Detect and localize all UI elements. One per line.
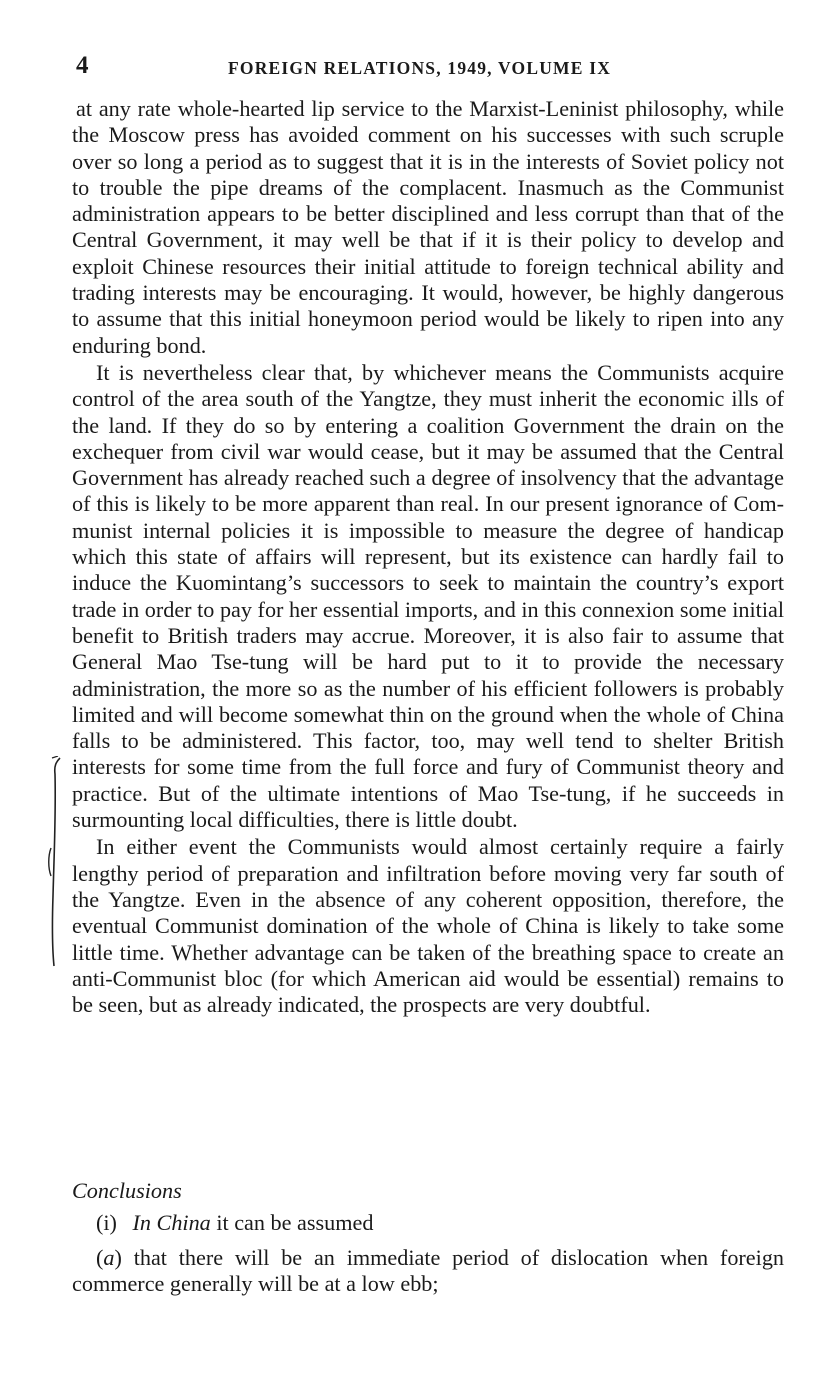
body-text: [72, 96, 784, 1018]
section-heading: Conclusions: [72, 1178, 182, 1203]
item-text: it can be assumed: [216, 1210, 374, 1236]
running-head: FOREIGN RELATIONS, 1949, VOLUME IX: [228, 58, 612, 78]
item-place: In China: [132, 1210, 211, 1236]
conclusion-item-i: [96, 1210, 784, 1236]
conclusions-section: [72, 1178, 784, 1297]
paragraph-2: It is nevertheless clear that, by whichever means the Communists acquire control of the area south of the Yangtze, they must inherit the economic ills of the land. If they do so by entering a coalition Government the drain on the exchequer from civil war would cease, but it may be assumed that the Central Government has already reached such a degree of insolvency that the advantage of this is likely to be more apparent than real. In our present ignorance of Communist internal policies it is impossible to measure the degree of handicap which this state of affairs will represent, but its existence can hardly fail to induce the Kuomintang’s successors to seek to maintain the country’s export trade in order to pay for her essential imports, and in this connexion some initial benefit to British traders may accrue. Moreover, it is also fair to assume that General Mao Tse-tung will be hard put to it to provide the necessary administration, the more so as the number of his efficient followers is probably limited and will become somewhat thin on the ground when the whole of China falls to be administered. This factor, too, may well tend to shelter British interests for some time from the full force and fury of Communist theory and practice. But of the ultimate intentions of Mao Tse-tung, if he succeeds in surmounting local difficulties, there is little doubt.: [72, 359, 784, 833]
item-a-text: that there will be an immediate period of dislocation when foreign commerce generally will be at a low ebb;: [72, 1244, 785, 1296]
margin-sideline-mark: [48, 756, 66, 968]
conclusion-item-a: (a) that there will be an immediate period of dislocation when foreign commerce generally will be at a low ebb;: [72, 1244, 785, 1296]
item-letter: a: [103, 1244, 115, 1270]
page-header: [76, 52, 776, 82]
page-number: 4: [76, 52, 89, 79]
item-number: (i): [96, 1210, 117, 1236]
paragraph-1: at any rate whole-hearted lip service to the Marxist-Leninist philosophy, while the Moscow press has avoided comment on his successes with such scruple over so long a period as to suggest that it is in the interests of Soviet policy not to trouble the pipe dreams of the complacent. Inasmuch as the Communist administration appears to be better disciplined and less corrupt than that of the Central Government, it may well be that if it is their policy to develop and exploit Chinese resources their initial attitude to foreign technical ability and trading interests may be encouraging. It would, however, be highly dangerous to assume that this initial honeymoon period would be likely to ripen into any enduring bond.: [72, 96, 784, 358]
paragraph-3: In either event the Communists would almost certainly require a fairly lengthy period of preparation and infiltration before moving very far south of the Yangtze. Even in the absence of any coherent opposition, therefore, the eventual Communist domination of the whole of China is likely to take some little time. Whether advantage can be taken of the breathing space to create an anti-Communist bloc (for which American aid would be essential) remains to be seen, but as already indicated, the prospects are very doubtful.: [72, 834, 784, 1018]
